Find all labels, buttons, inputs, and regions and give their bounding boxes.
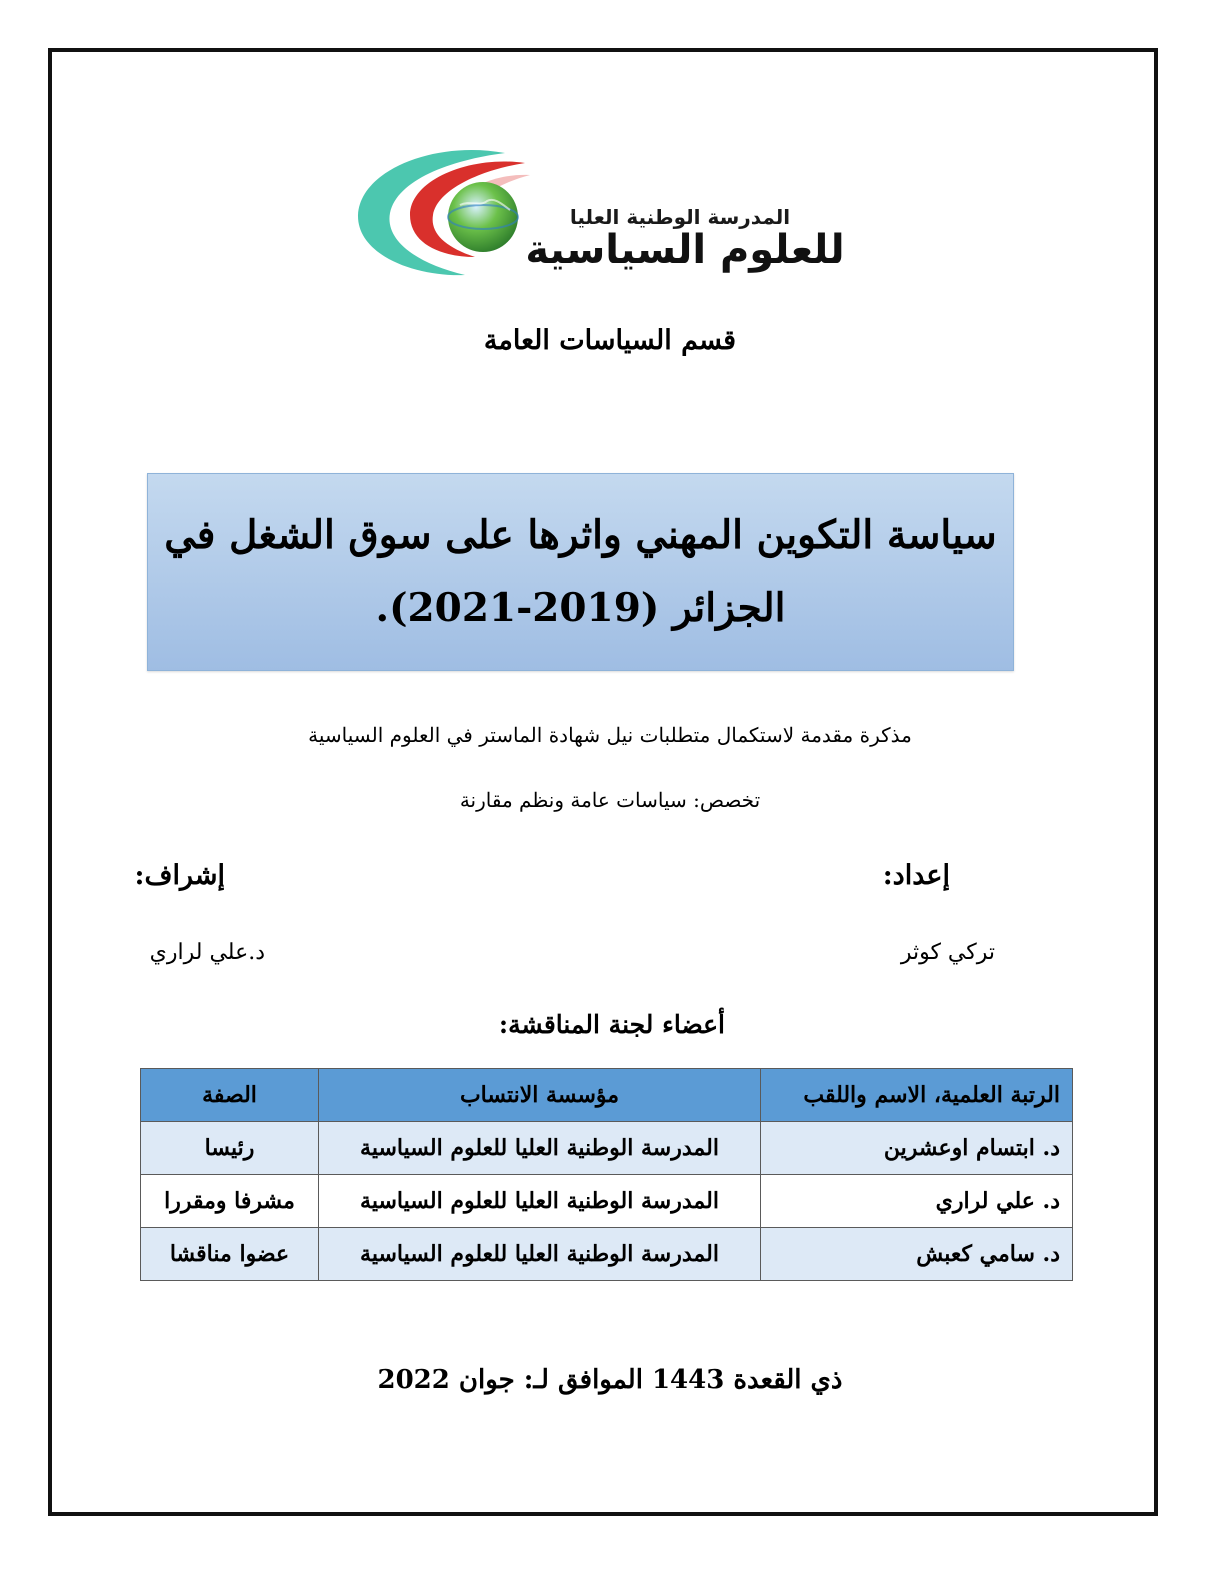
memo-description: مذكرة مقدمة لاستكمال متطلبات نيل شهادة الماستر في العلوم السياسية xyxy=(308,723,912,747)
table-header-row xyxy=(141,1069,1073,1122)
thesis-title-box xyxy=(147,473,1014,671)
logo-text-school: المدرسة الوطنية العليا xyxy=(569,205,791,229)
student-name: تركي كوثر xyxy=(900,940,995,965)
prepared-by-label: إعداد: xyxy=(882,860,950,891)
header-institution: مؤسسة الانتساب xyxy=(319,1069,761,1122)
committee-title: أعضاء لجنة المناقشة: xyxy=(498,1010,725,1039)
supervisor-name: د.علي لراري xyxy=(149,940,265,965)
logo-text-political-sciences: للعلوم السياسية xyxy=(525,227,845,273)
table-row xyxy=(141,1122,1073,1175)
thesis-title-line2: الجزائر (2019-2021). xyxy=(375,585,786,631)
committee-table xyxy=(140,1068,1073,1281)
header-role: الصفة xyxy=(141,1069,319,1122)
header-name: الرتبة العلمية، الاسم واللقب xyxy=(761,1069,1073,1122)
specialization: تخصص: سياسات عامة ونظم مقارنة xyxy=(459,788,761,812)
thesis-title-line1: سياسة التكوين المهني واثرها على سوق الشغل في xyxy=(164,512,997,559)
table-row xyxy=(141,1175,1073,1228)
member-institution: المدرسة الوطنية العليا للعلوم السياسية xyxy=(319,1228,761,1281)
member-name: د. علي لراري xyxy=(761,1175,1073,1228)
supervision-label: إشراف: xyxy=(134,860,225,891)
member-role: مشرفا ومقررا xyxy=(141,1175,319,1228)
date-line: ذي القعدة 1443 الموافق لـ: جوان 2022 xyxy=(377,1365,843,1395)
member-role: رئيسا xyxy=(141,1122,319,1175)
table-row xyxy=(141,1228,1073,1281)
department-title: قسم السياسات العامة xyxy=(483,325,737,356)
member-name: د. ابتسام اوعشرين xyxy=(761,1122,1073,1175)
member-institution: المدرسة الوطنية العليا للعلوم السياسية xyxy=(319,1122,761,1175)
member-role: عضوا مناقشا xyxy=(141,1228,319,1281)
member-institution: المدرسة الوطنية العليا للعلوم السياسية xyxy=(319,1175,761,1228)
member-name: د. سامي كعبش xyxy=(761,1228,1073,1281)
